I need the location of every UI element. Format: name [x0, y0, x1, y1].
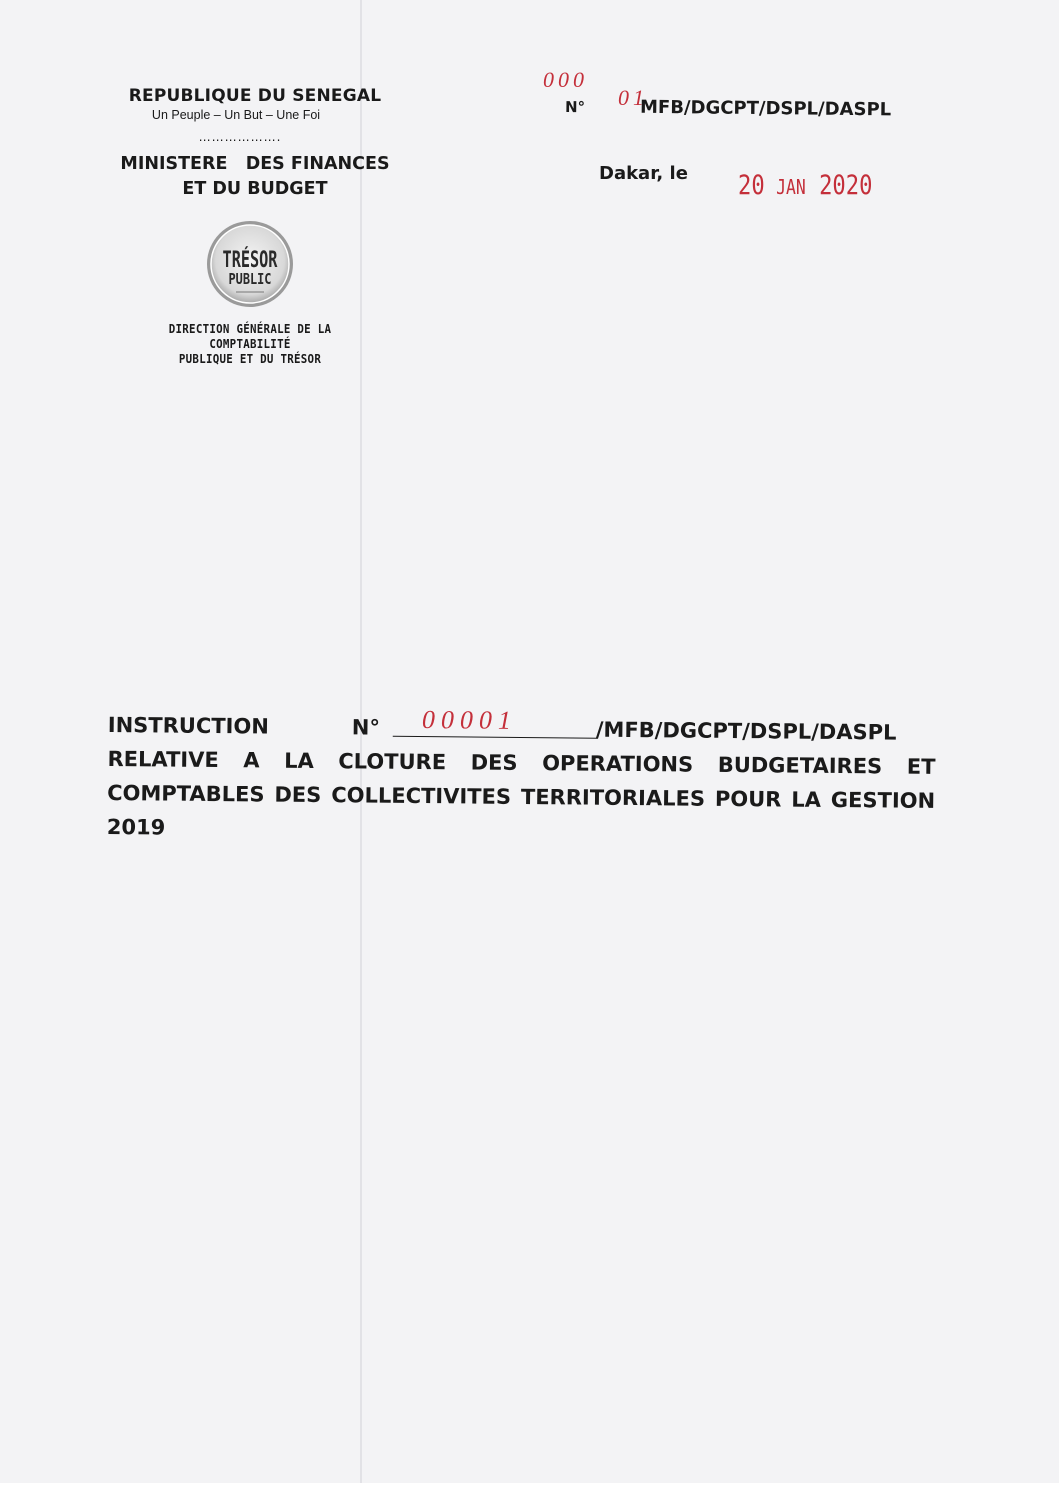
issuer-header [95, 86, 415, 202]
directorate-line-2: PUBLIQUE ET DU TRÉSOR [178, 352, 322, 366]
stamp-year: 2020 [819, 170, 873, 201]
country-name: REPUBLIQUE DU SENEGAL [128, 86, 382, 106]
instruction-label: INSTRUCTION [107, 712, 269, 739]
instruction-reference-code: /MFB/DGCPT/DSPL/DASPL [595, 717, 897, 745]
date-stamp [738, 170, 872, 201]
separator-dots: ………………. [198, 130, 282, 144]
ministry-name [95, 152, 415, 202]
stamp-month: JAN [776, 175, 806, 199]
reference-number-stamp [543, 67, 648, 110]
reference-code: MFB/DGCPT/DSPL/DASPL [639, 96, 892, 121]
stamp-digits-a: 000 [543, 67, 588, 92]
instruction-number-prefix: N° [351, 715, 381, 740]
ministry-line-2: ET DU BUDGET [182, 179, 328, 199]
logo-text-public: PUBLIC [228, 270, 272, 289]
instruction-title [106, 705, 936, 852]
tresor-public-logo [206, 220, 294, 308]
directorate-name [138, 322, 363, 367]
instruction-number-stamp: 00001 [421, 705, 518, 735]
instruction-subject: RELATIVE A LA CLOTURE DES OPERATIONS BUDGETAIRES ET COMPTABLES DES COLLECTIVITES TERRITORIALES POUR LA GESTION 2019 [106, 746, 936, 840]
stamp-digits-b: 01 [618, 85, 648, 110]
national-motto: Un Peuple – Un But – Une Foi [151, 108, 321, 122]
directorate-line-1: DIRECTION GÉNÉRALE DE LA COMPTABILITÉ [168, 322, 332, 351]
reference-line [565, 96, 891, 120]
stamp-day: 20 [738, 170, 765, 201]
scan-bottom-edge [0, 1483, 1059, 1497]
logo-text-tresor: TRÉSOR [222, 248, 278, 273]
place-date-label: Dakar, le [599, 163, 688, 184]
number-prefix: N° [564, 98, 586, 117]
ministry-line-1: MINISTERE DES FINANCES [120, 154, 390, 174]
